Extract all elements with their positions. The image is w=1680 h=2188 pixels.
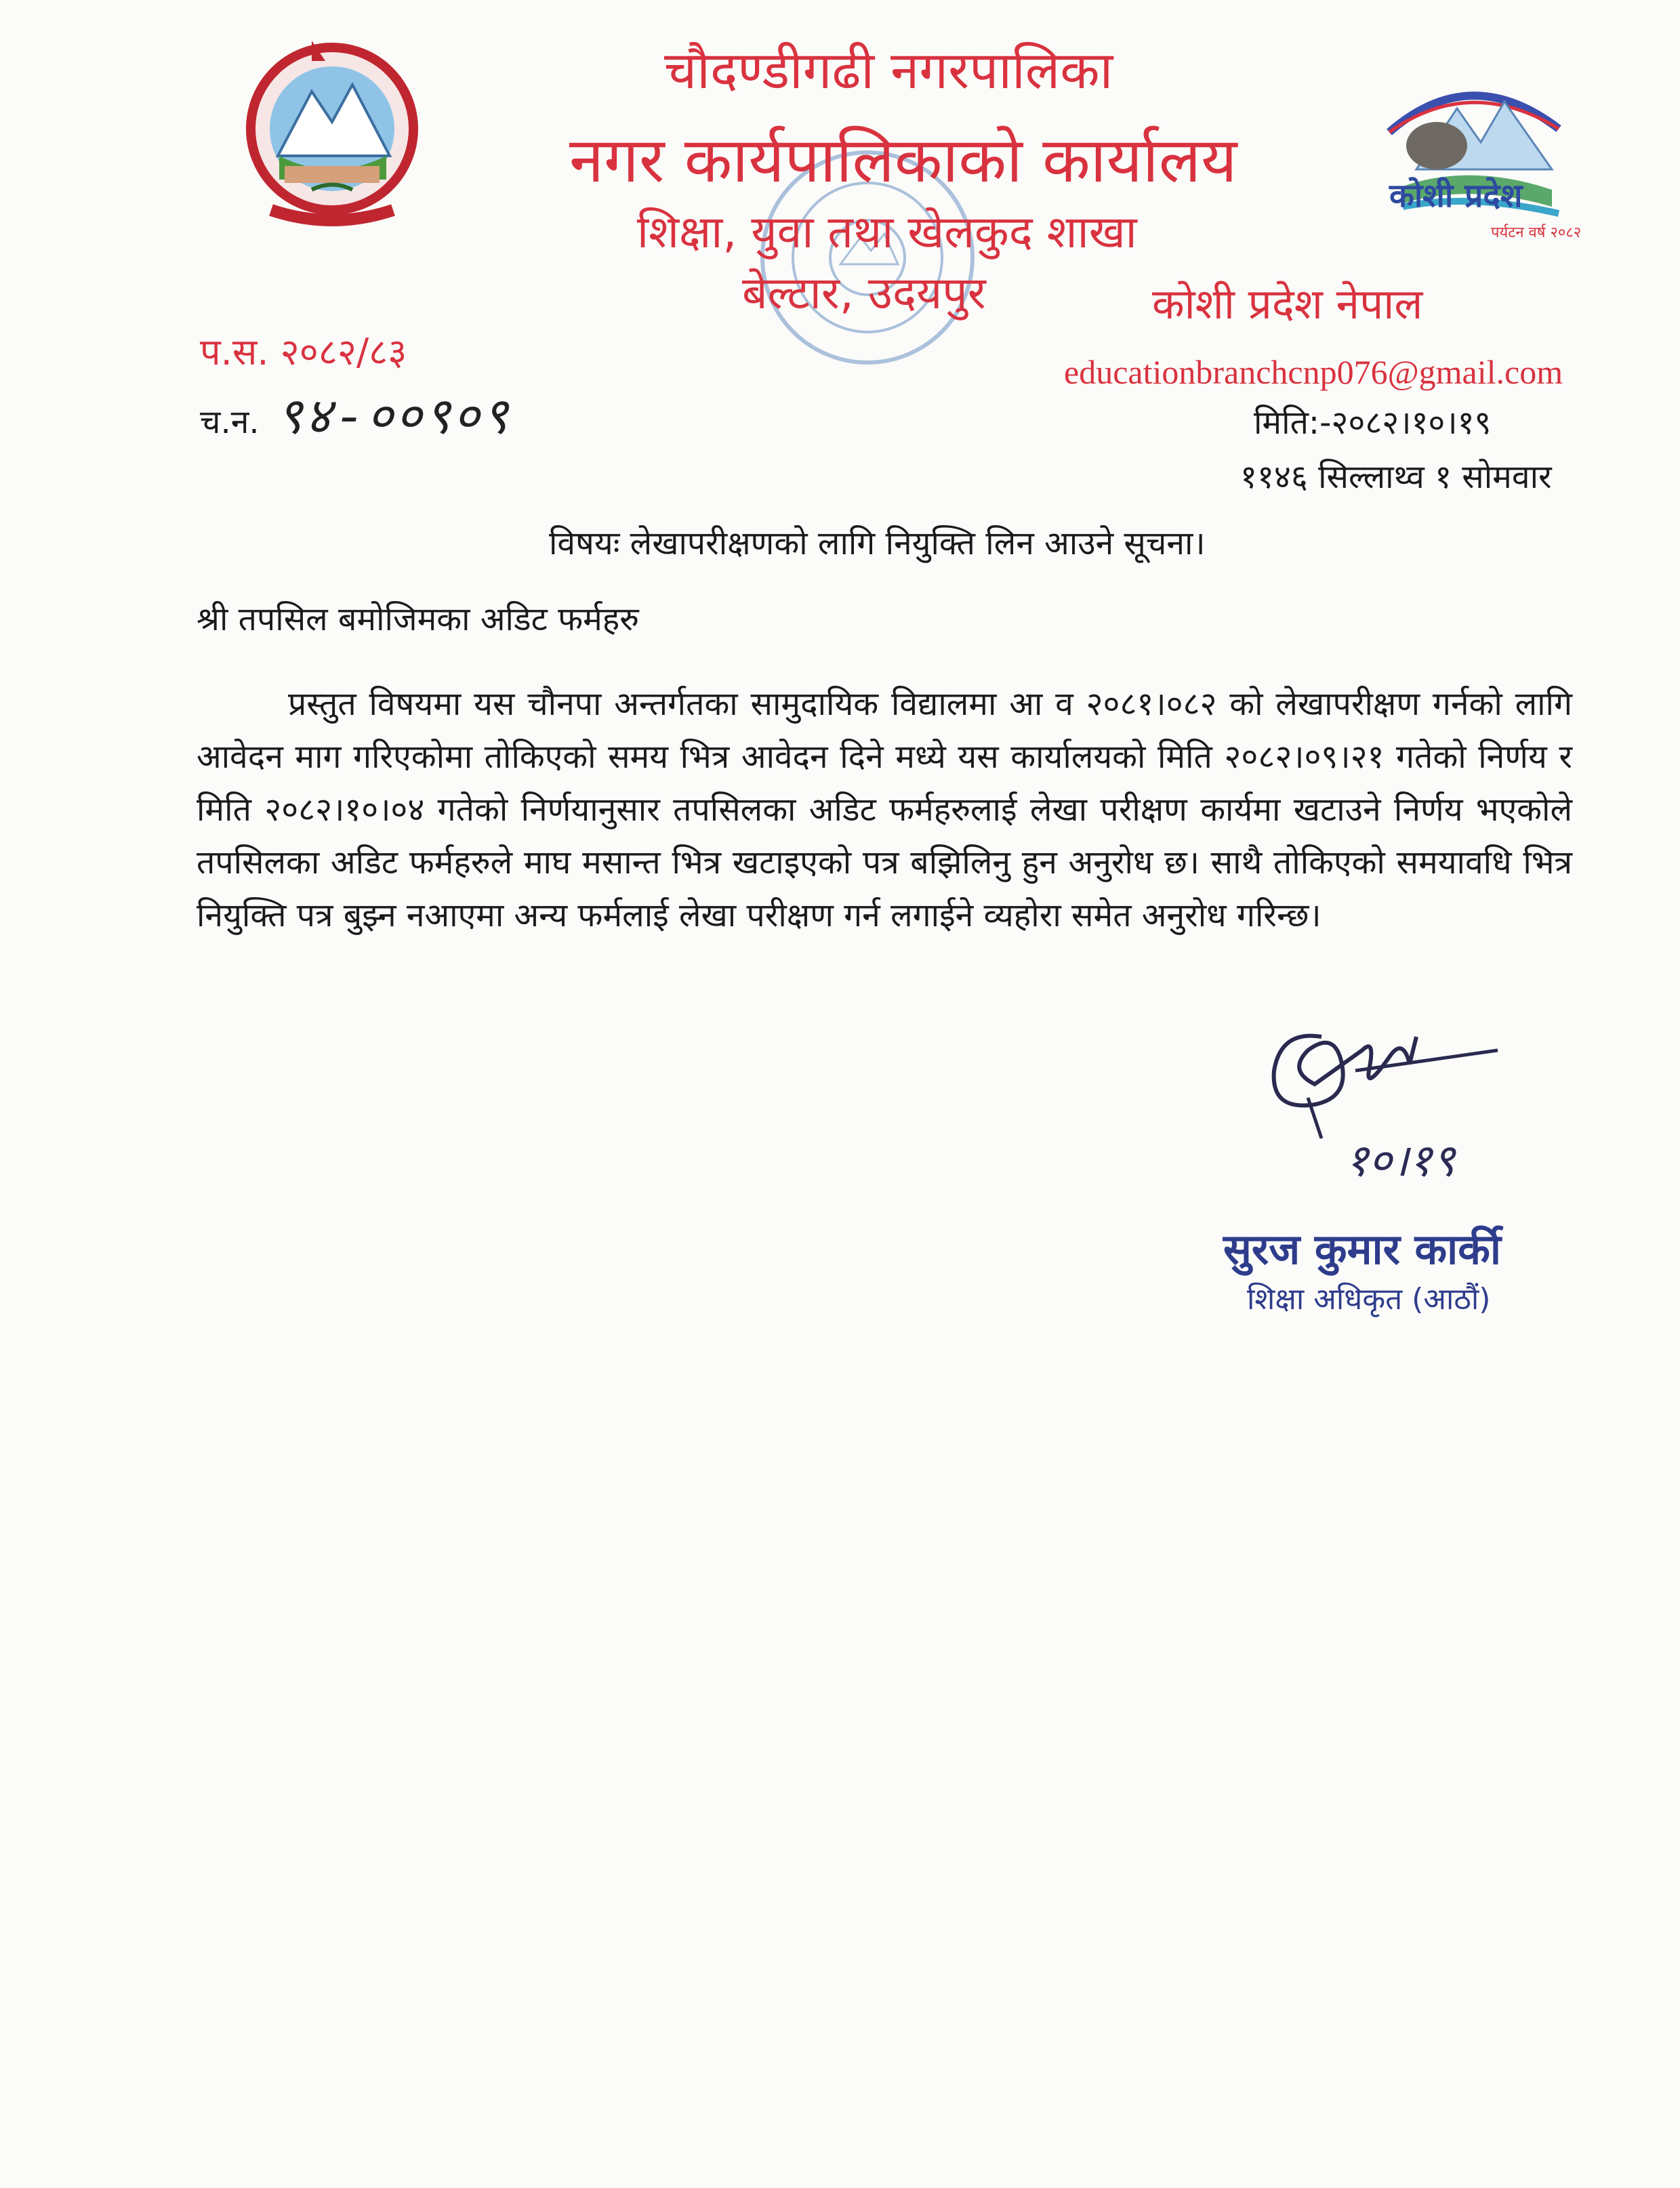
province-name: कोशी प्रदेश नेपाल <box>1152 279 1423 329</box>
koshi-logo-subtext: पर्यटन वर्ष २०८२ <box>1491 224 1582 241</box>
office-location: बेल्टार, उदयपुर <box>742 267 986 319</box>
dispatch-number-row <box>200 379 511 449</box>
nepal-sambat-date: ११४६ सिल्लाथ्व १ सोमवार <box>1240 458 1552 496</box>
office-name: नगर कार्यपालिकाको कार्यालय <box>569 124 1237 197</box>
letter-salutation: श्री तपसिल बमोजिमका अडिट फर्महरु <box>197 600 639 638</box>
handwritten-signature <box>1240 1010 1525 1145</box>
dispatch-number: ९४-००९०९ <box>276 392 511 449</box>
dispatch-label: च.न. <box>200 403 260 441</box>
signatory-name: सुरज कुमार कार्की <box>1223 1224 1501 1274</box>
branch-name: शिक्षा, युवा तथा खेलकुद शाखा <box>637 206 1137 258</box>
koshi-logo-text: कोशी प्रदेश <box>1389 177 1523 215</box>
letter-body-text: प्रस्तुत विषयमा यस चौनपा अन्तर्गतका सामुदायिक विद्यालमा आ व २०८१।०८२ को लेखापरीक्षण गर्नको लागि आवेदन माग गरिएकोमा तोकिएको समय भित्र आवेदन दिने मध्ये यस कार्यालयको मिति २०८२।०९।२१ गतेको निर्णय र मिति २०८२।१०।०४ गतेको निर्णयानुसार तपसिलका अडिट फर्महरुलाई लेखा परीक्षण कार्यमा खटाउने निर्णय भएकोले तपसिलका अडिट फर्महरुले माघ मसान्त भित्र खटाइएको पत्र बझिलिनु हुन अनुरोध छ। साथै तोकिएको समयावधि भित्र नियुक्ति पत्र बुझ्न नआएमा अन्य फर्मलाई लेखा परीक्षण गर्न लगाईने व्यहोरा समेत अनुरोध गरिन्छ। <box>197 685 1572 934</box>
letter-body <box>197 678 1572 942</box>
fiscal-year-ref: प.स. २०८२/८३ <box>200 331 407 373</box>
office-email: educationbranchcnp076@gmail.com <box>1064 353 1563 391</box>
signature-date: १०।१९ <box>1345 1138 1456 1189</box>
letter-subject: विषयः लेखापरीक्षणको लागि नियुक्ति लिन आउने सूचना। <box>549 524 1206 562</box>
letter-date: मिति:-२०८२।१०।१९ <box>1254 404 1492 442</box>
signatory-designation: शिक्षा अधिकृत (आठौं) <box>1247 1282 1491 1317</box>
nepal-emblem-logo <box>230 27 434 230</box>
koshi-province-logo <box>1362 68 1586 251</box>
municipality-name: चौदण्डीगढी नगरपालिका <box>664 40 1113 100</box>
